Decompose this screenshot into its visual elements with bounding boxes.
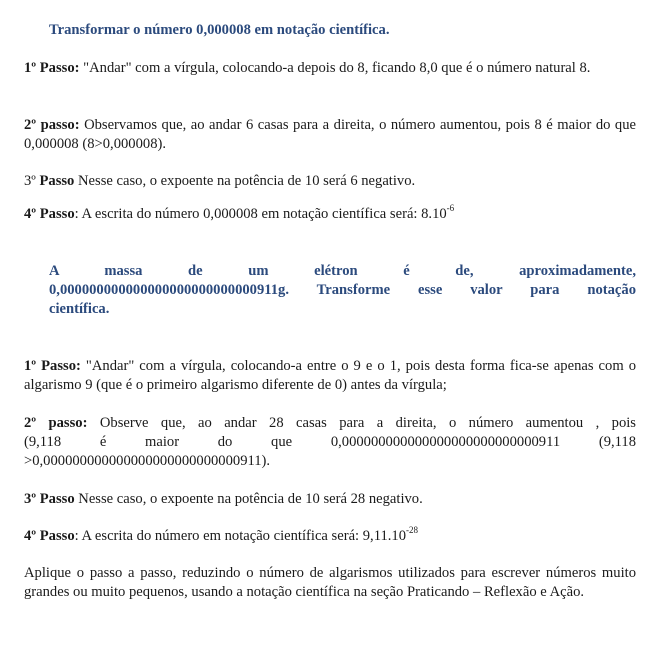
example2-title-line2: 0,000000000000000000000000000911g. Transforme esse valor para notação: [49, 282, 636, 298]
step-label: Passo: [39, 173, 75, 189]
step-label: 4º Passo: [24, 528, 75, 544]
example2-step3: [24, 490, 636, 509]
step-label: 1º Passo:: [24, 358, 81, 374]
example2-title: [49, 262, 636, 319]
example1-title: Transformar o número 0,000008 em notação científica.: [49, 22, 390, 38]
step-label: 3º Passo: [24, 491, 75, 507]
step-text: Observe que, ao andar 28 casas para a direita, o número aumentou , pois: [87, 415, 636, 431]
example2-step2: [24, 414, 636, 471]
example1-step2: [24, 116, 636, 154]
step-label: 1º Passo:: [24, 60, 80, 76]
step-text: Observamos que, ao andar 6 casas para a direita, o número aumentou, pois 8 é maior do que 0,000008 (8>0,000008).: [24, 117, 636, 152]
exponent: -28: [406, 525, 418, 536]
step2-line2: (9,118 é maior do que 0,000000000000000000000000000911 (9,118: [24, 434, 636, 450]
step-text: "Andar" com a vírgula, colocando-a depois do 8, ficando 8,0 que é o número natural 8.: [79, 60, 591, 76]
step-prefix: 3º: [24, 173, 40, 189]
step-text: Nesse caso, o expoente na potência de 10 será 28 negativo.: [74, 491, 423, 507]
exponent: -6: [446, 203, 455, 214]
step-label: 4º Passo: [24, 206, 75, 222]
step2-line3: >0,000000000000000000000000000911).: [24, 453, 271, 469]
example1-step3: [24, 172, 636, 191]
example1-step4: [24, 205, 636, 224]
example2-step1: [24, 357, 636, 395]
closing-paragraph: Aplique o passo a passo, reduzindo o número de algarismos utilizados para escrever números muito grandes ou muito pequenos, usando a notação científica na seção Praticando – Reflexão e Ação.: [24, 565, 636, 600]
example1-step1: [24, 59, 636, 78]
step-text: : A escrita do número 0,000008 em notação científica será: 8.10: [74, 206, 447, 222]
example2-title-line1: A massa de um elétron é de, aproximadamente,: [49, 263, 636, 279]
step2-line1: [24, 414, 636, 433]
step-text: "Andar" com a vírgula, colocando-a entre o 9 e o 1, pois desta forma fica-se apenas com o algarismo 9 (que é o primeiro algarismo diferente de 0) antes da vírgula;: [24, 358, 636, 393]
example2-title-line3: científica.: [49, 301, 110, 317]
step-text: Nesse caso, o expoente na potência de 10 será 6 negativo.: [74, 173, 416, 189]
step-label: 2º passo:: [24, 415, 88, 431]
example2-step4: [24, 527, 636, 546]
step-label: 2º passo:: [24, 117, 80, 133]
step-text: : A escrita do número em notação científica será: 9,11.10: [74, 528, 406, 544]
